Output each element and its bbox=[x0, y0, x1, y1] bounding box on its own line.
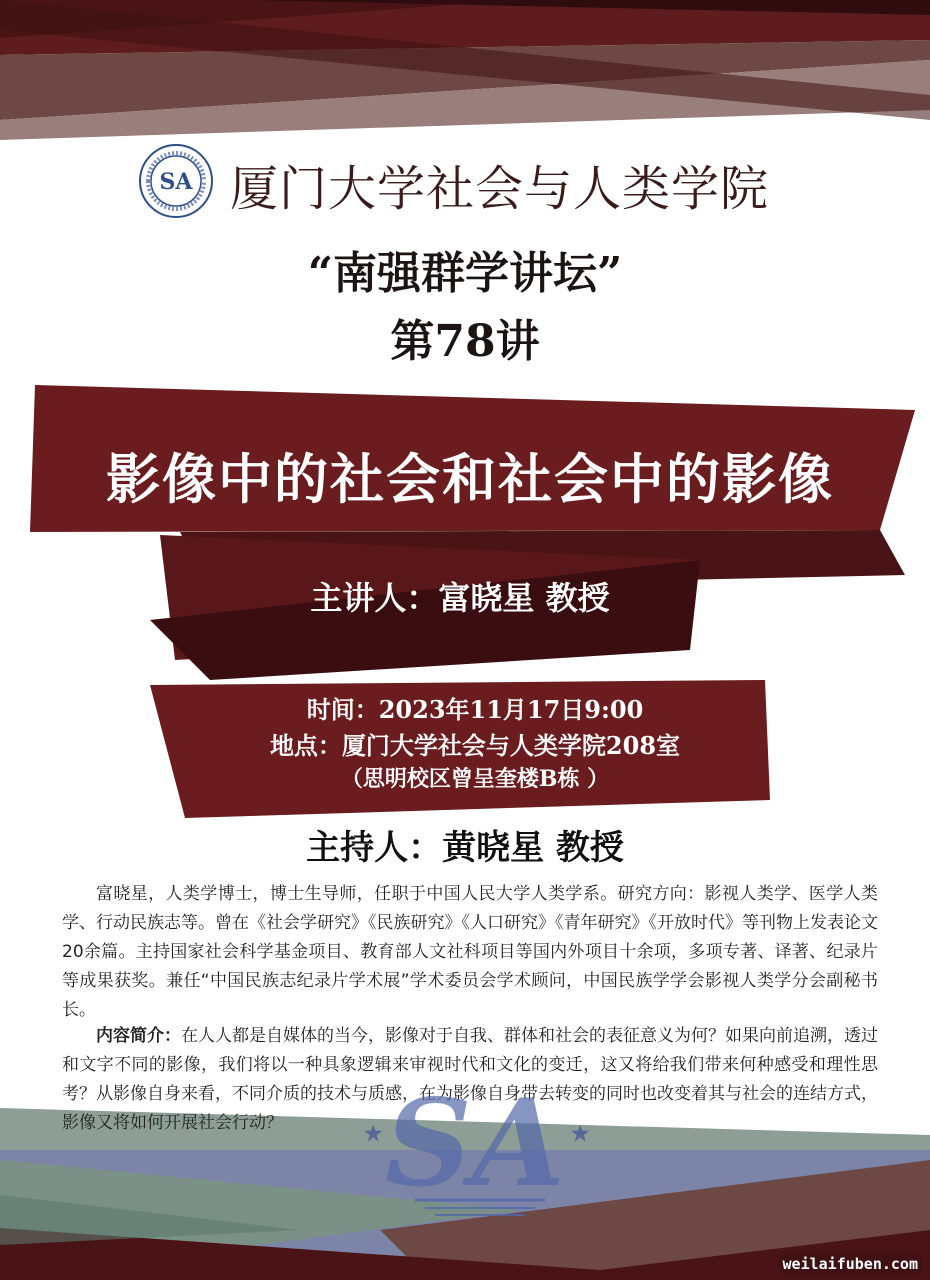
time-line: 时间：2023年11月17日9:00 bbox=[306, 695, 644, 724]
lecture-title: 影像中的社会和社会中的影像 bbox=[106, 447, 834, 511]
lecture-episode-number: 第78讲 bbox=[390, 316, 540, 367]
place-detail-line: （思明校区曾呈奎楼B栋 ） bbox=[340, 766, 610, 792]
college-logo-icon bbox=[138, 143, 214, 219]
svg-text:SA: SA bbox=[385, 1073, 565, 1214]
svg-text:SA: SA bbox=[159, 169, 193, 195]
host-line: 主持人：黄晓星 教授 bbox=[306, 828, 624, 868]
speaker-bio: 富晓星，人类学博士，博士生导师，任职于中国人民大学人类学系。研究方向：影视人类学、医学人类学、行动民族志等。曾在《社会学研究》《民族研究》《人口研究》《青年研究》《开放时代》等刊物上发表论文20余篇。主持国家社会科学基金项目、教育部人文社科项目等国内外项目十余项，多项专著、译著、纪录片等成果获奖。兼任“中国民族志纪录片学术展”学术委员会学术顾问，中国民族学学会影视人类学分会副秘书长。 bbox=[62, 884, 878, 1020]
intro-text: 在人人都是自媒体的当今，影像对于自我、群体和社会的表征意义为何？如果向前追溯，透过和文字不同的影像，我们将以一种具象逻辑来审视时代和文化的变迁，这又将给我们带来何种感受和理性思考？从影像自身来看，不同介质的技术与质感，在为影像自身带去转变的同时也改变着其与社会的连结方式，影像又将如何开展社会行动？ bbox=[62, 1026, 878, 1133]
lecture-series-name: “南强群学讲坛” bbox=[307, 248, 623, 299]
speaker-line: 主讲人：富晓星 教授 bbox=[310, 579, 610, 617]
site-watermark: weilaifuben.com bbox=[779, 1255, 922, 1273]
place-line: 地点：厦门大学社会与人类学院208室 bbox=[269, 731, 681, 760]
sa-emblem-icon bbox=[360, 1060, 600, 1230]
intro-label: 内容简介： bbox=[96, 1026, 181, 1046]
institution-name: 厦门大学社会与人类学院 bbox=[230, 161, 770, 217]
